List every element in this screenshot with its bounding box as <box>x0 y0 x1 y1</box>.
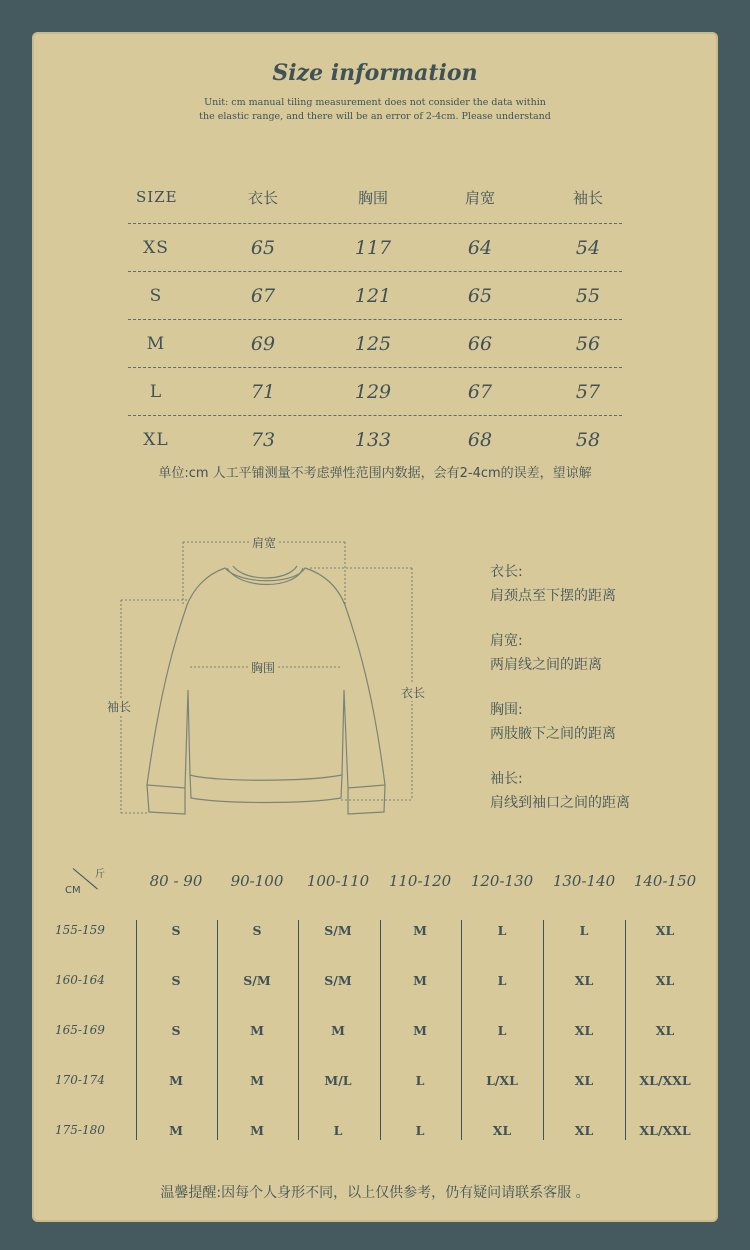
size-cell: L <box>497 922 507 938</box>
size-cell: M <box>413 1022 427 1038</box>
size-cell: XL <box>655 1022 675 1038</box>
size-cell: S <box>171 922 181 938</box>
size-cell: XL/XXL <box>639 1072 691 1088</box>
length-value: 71 <box>250 381 276 403</box>
chest-value: 117 <box>354 237 392 259</box>
header-size: SIZE <box>136 188 178 206</box>
column-divider <box>461 920 462 1140</box>
size-label: XL <box>143 430 169 450</box>
definition-desc: 两肩线之间的距离 <box>490 657 602 673</box>
size-label: M <box>146 334 166 354</box>
weight-header: 130-140 <box>552 872 616 890</box>
size-cell: S <box>252 922 262 938</box>
column-divider <box>543 920 544 1140</box>
definition-desc: 两肢腋下之间的距离 <box>490 726 616 742</box>
table-row <box>55 1005 710 1055</box>
size-cell: XL <box>574 1122 594 1138</box>
sleeve-value: 56 <box>575 333 601 355</box>
height-label: 160-164 <box>55 973 105 987</box>
height-label: 175-180 <box>55 1123 105 1137</box>
header-length: 衣长 <box>247 188 278 207</box>
chest-value: 133 <box>354 429 392 451</box>
table-row <box>128 368 622 416</box>
size-cell: L <box>415 1122 425 1138</box>
size-cell: XL <box>492 1122 512 1138</box>
length-value: 67 <box>250 285 276 307</box>
size-cell: M <box>250 1122 264 1138</box>
length-label: 衣长 <box>401 686 426 700</box>
size-cell: L <box>497 972 507 988</box>
height-label: 155-159 <box>55 923 105 937</box>
page-subtitle: Unit: cm manual tiling measurement does not consider the data within the elastic range, and there will be an error of 2-4cm. Please understand <box>199 97 551 122</box>
chest-value: 129 <box>354 381 392 403</box>
size-cell: L <box>497 1022 507 1038</box>
shoulder-value: 68 <box>467 429 493 451</box>
size-cell: M <box>250 1022 264 1038</box>
height-label: 165-169 <box>55 1023 105 1037</box>
definition-desc: 肩颈点至下摆的距离 <box>490 588 616 604</box>
column-divider <box>298 920 299 1140</box>
table-row <box>128 416 622 464</box>
corner-weight-unit: 斤 <box>95 869 105 880</box>
sweater-diagram <box>105 530 445 830</box>
size-label: L <box>149 382 163 402</box>
definition-item <box>490 698 710 746</box>
size-cell: XL <box>574 1072 594 1088</box>
weight-header: 120-130 <box>470 872 534 890</box>
column-divider <box>136 920 137 1140</box>
size-cell: XL/XXL <box>639 1122 691 1138</box>
size-cell: S <box>171 972 181 988</box>
size-label: S <box>149 286 163 306</box>
definition-item <box>490 767 710 815</box>
size-cell: S/M <box>324 972 352 988</box>
header-sleeve: 袖长 <box>572 188 603 207</box>
shoulder-label: 肩宽 <box>252 536 277 550</box>
size-table <box>128 170 622 464</box>
definition-term: 肩宽: <box>490 633 523 649</box>
size-cell: M <box>169 1072 183 1088</box>
size-cell: L/XL <box>486 1072 518 1088</box>
weight-header: 80 - 90 <box>149 872 203 890</box>
size-cell: S/M <box>324 922 352 938</box>
size-cell: L <box>333 1122 343 1138</box>
weight-header: 100-110 <box>306 872 370 890</box>
corner-height-unit: CM <box>65 885 81 896</box>
table-row <box>55 1055 710 1105</box>
table-row <box>55 905 710 955</box>
definition-item <box>490 560 710 608</box>
chest-value: 125 <box>354 333 392 355</box>
shoulder-value: 65 <box>467 285 493 307</box>
size-cell: XL <box>574 972 594 988</box>
definition-desc: 肩线到袖口之间的距离 <box>490 795 630 811</box>
size-cell: M <box>250 1072 264 1088</box>
size-cell: M <box>413 972 427 988</box>
hw-table-header <box>55 860 710 908</box>
page-title: Size information <box>272 60 478 86</box>
column-divider <box>217 920 218 1140</box>
length-value: 65 <box>250 237 276 259</box>
table-row <box>128 272 622 320</box>
height-weight-table <box>55 860 710 908</box>
height-label: 170-174 <box>55 1073 105 1087</box>
definition-item <box>490 629 710 677</box>
measurement-definitions <box>490 560 710 836</box>
definition-term: 袖长: <box>490 771 523 787</box>
size-cell: M <box>413 922 427 938</box>
size-cell: M/L <box>324 1072 352 1088</box>
shoulder-value: 67 <box>467 381 493 403</box>
weight-header: 140-150 <box>633 872 697 890</box>
size-cell: XL <box>655 922 675 938</box>
weight-header: 110-120 <box>388 872 452 890</box>
chest-label: 胸围 <box>251 661 276 675</box>
reminder-note: 温馨提醒:因每个人身形不同，以上仅供参考，仍有疑问请联系客服 。 <box>160 1185 590 1201</box>
length-value: 69 <box>250 333 276 355</box>
length-value: 73 <box>250 429 276 451</box>
sleeve-value: 58 <box>575 429 601 451</box>
shoulder-value: 64 <box>467 237 493 259</box>
header-shoulder: 肩宽 <box>464 188 495 207</box>
size-label: XS <box>143 238 169 258</box>
unit-note: 单位:cm 人工平铺测量不考虑弹性范围内数据，会有2-4cm的误差，望谅解 <box>158 466 592 481</box>
size-cell: XL <box>574 1022 594 1038</box>
definition-term: 衣长: <box>490 564 523 580</box>
size-cell: L <box>579 922 589 938</box>
sweater-illustration <box>105 530 445 830</box>
size-cell: M <box>331 1022 345 1038</box>
table-row <box>128 320 622 368</box>
size-cell: S <box>171 1022 181 1038</box>
table-row <box>128 224 622 272</box>
shoulder-value: 66 <box>467 333 493 355</box>
sleeve-value: 57 <box>575 381 601 403</box>
sleeve-label: 袖长 <box>107 700 132 714</box>
sleeve-value: 55 <box>575 285 601 307</box>
table-row <box>55 1105 710 1155</box>
table-row <box>55 955 710 1005</box>
size-cell: XL <box>655 972 675 988</box>
weight-header: 90-100 <box>230 872 284 890</box>
size-cell: S/M <box>243 972 271 988</box>
size-cell: M <box>169 1122 183 1138</box>
definition-term: 胸围: <box>490 702 523 718</box>
chest-value: 121 <box>354 285 392 307</box>
column-divider <box>380 920 381 1140</box>
size-cell: L <box>415 1072 425 1088</box>
size-table-header <box>128 170 622 224</box>
hw-table-body <box>55 905 710 1155</box>
column-divider <box>625 920 626 1140</box>
header-chest: 胸围 <box>357 188 388 207</box>
sleeve-value: 54 <box>575 237 601 259</box>
